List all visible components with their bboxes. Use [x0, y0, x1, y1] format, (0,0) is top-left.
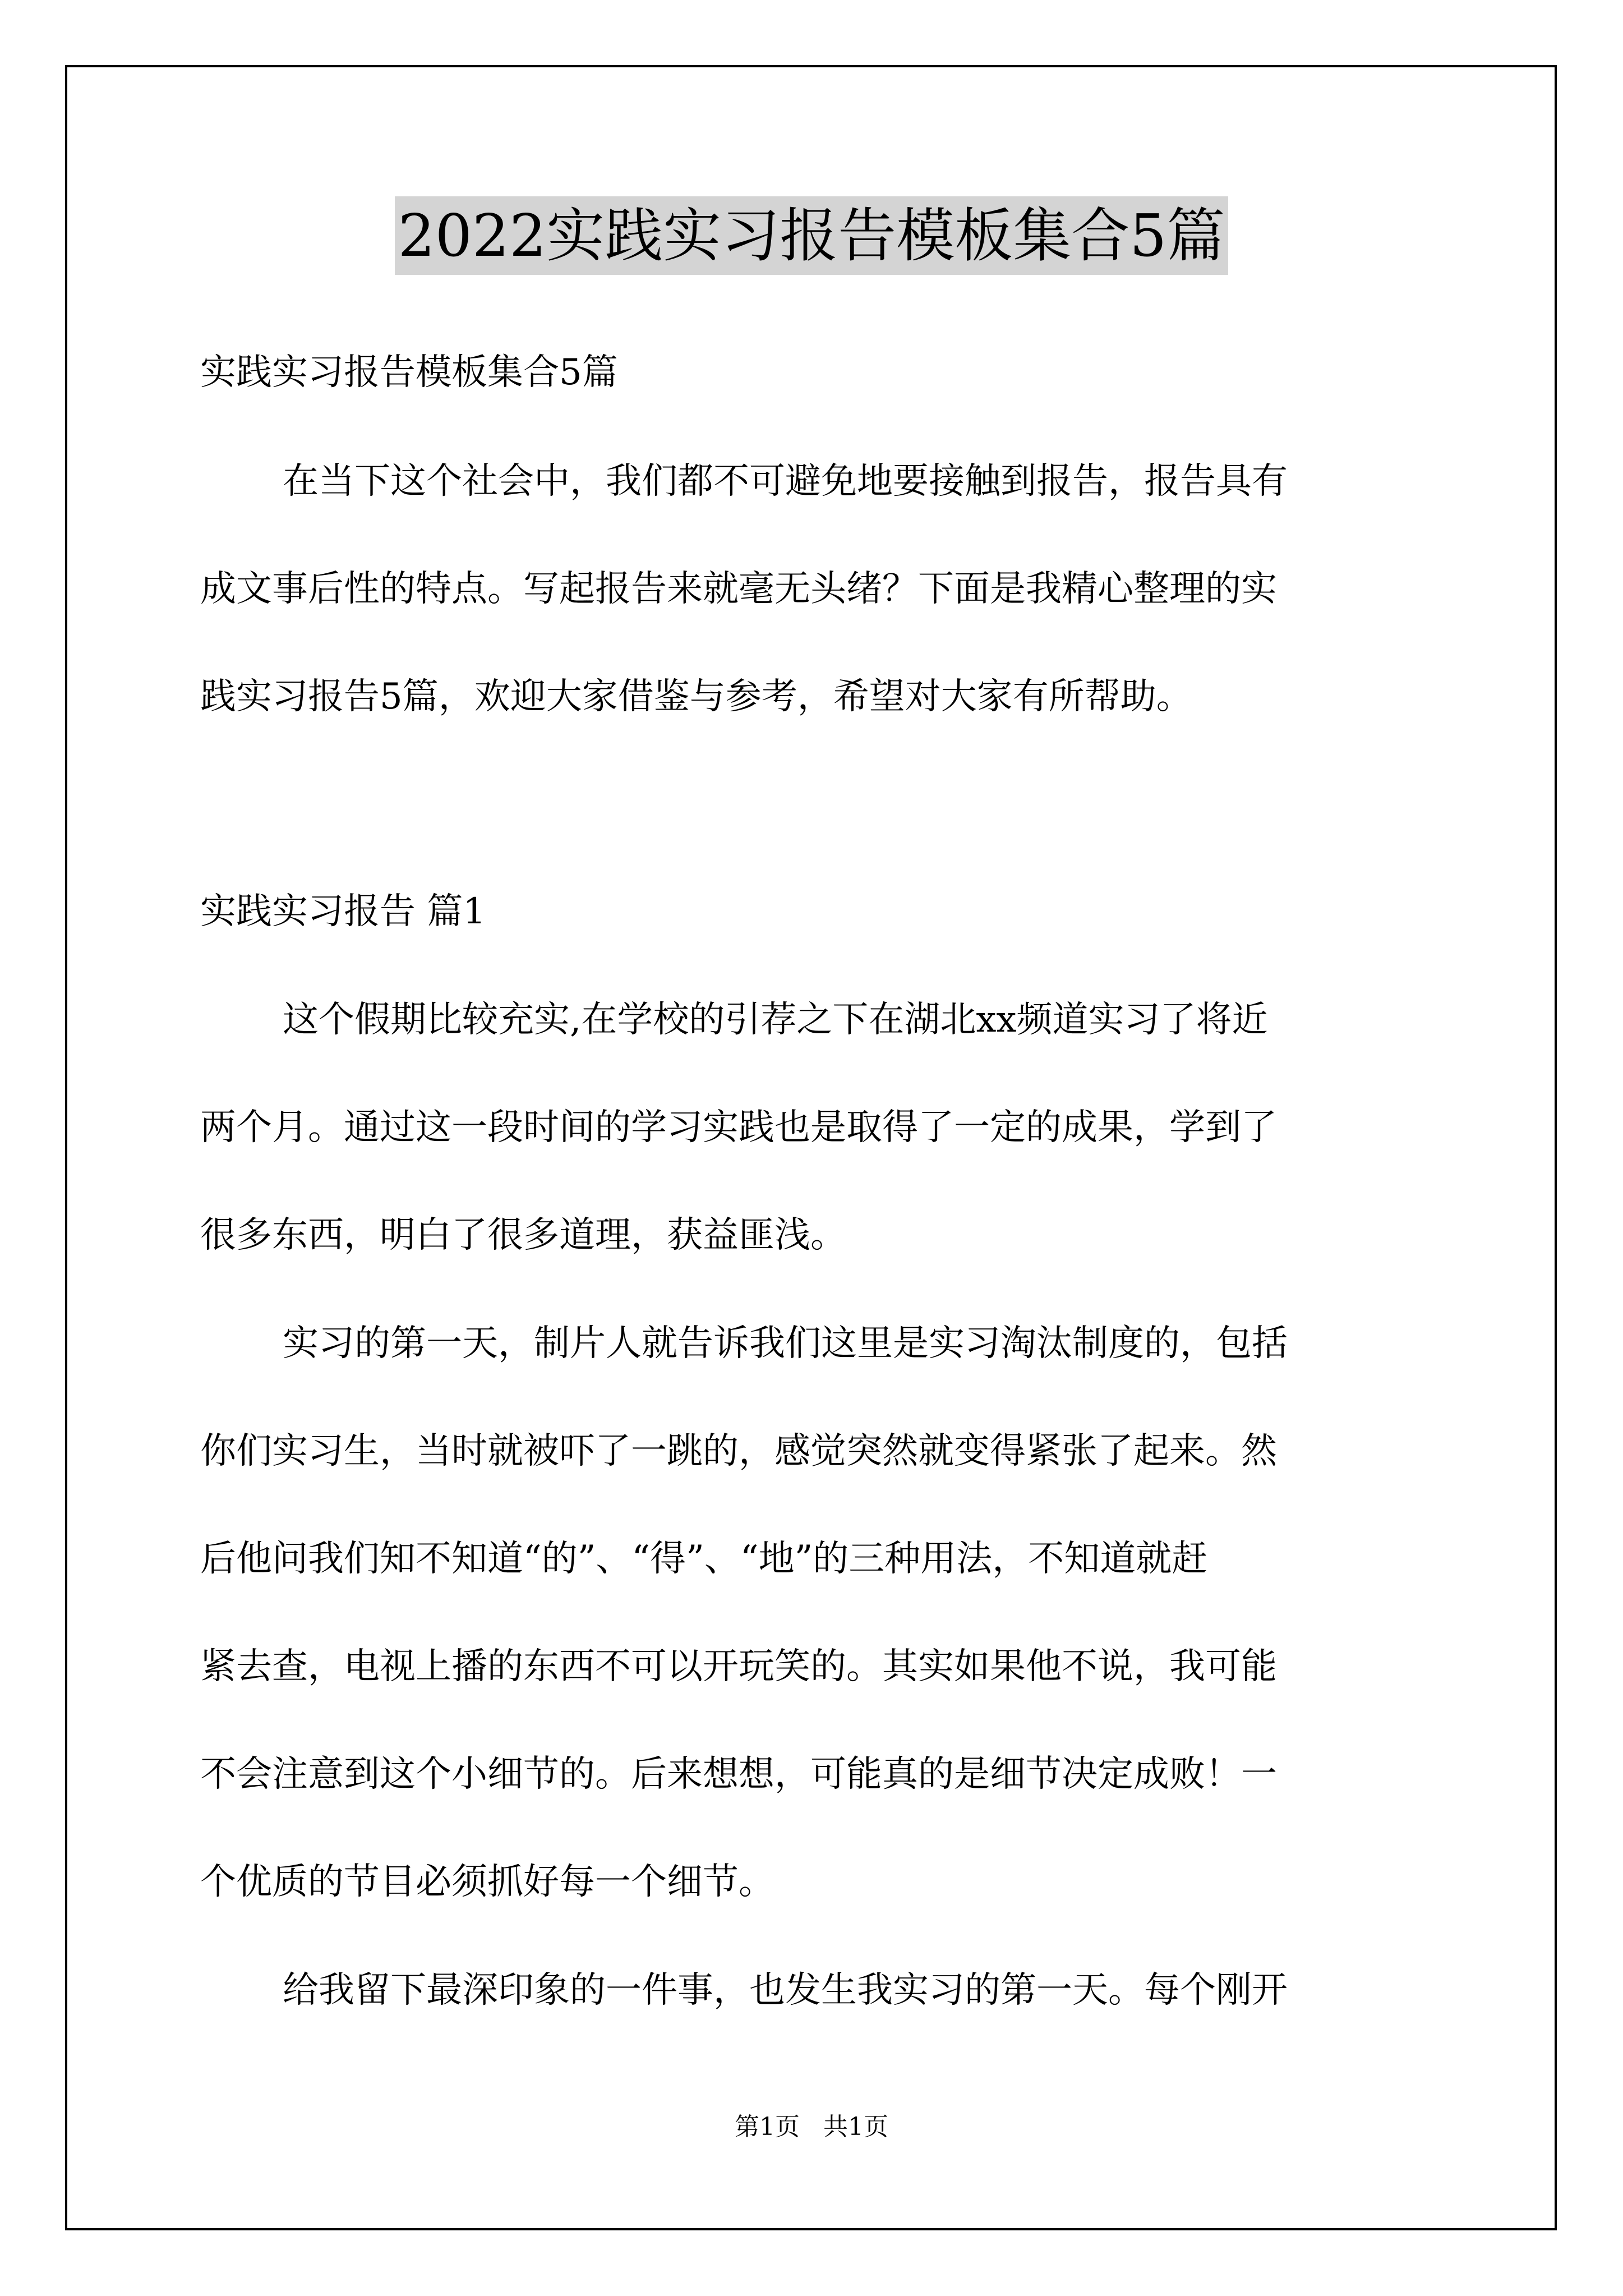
para2-line-2: 你们实习生，当时就被吓了一跳的，感觉突然就变得紧张了起来。然	[200, 1430, 1277, 1472]
page-number: 第1页 共1页	[735, 2113, 888, 2141]
para1-line-1: 这个假期比较充实,在学校的引荐之下在湖北xx频道实习了将近	[283, 999, 1268, 1041]
para1-line-2: 两个月。通过这一段时间的学习实践也是取得了一定的成果，学到了	[200, 1107, 1277, 1148]
intro-line-1: 在当下这个社会中，我们都不可避免地要接触到报告，报告具有	[283, 461, 1288, 502]
subtitle: 实践实习报告模板集合5篇	[200, 352, 618, 393]
para2-line-5: 不会注意到这个小细节的。后来想想，可能真的是细节决定成败！一	[200, 1754, 1277, 1795]
para1-line-3: 很多东西，明白了很多道理，获益匪浅。	[200, 1214, 846, 1256]
para3-line-1: 给我留下最深印象的一件事，也发生我实习的第一天。每个刚开	[283, 1970, 1288, 2011]
para2-line-4: 紧去查，电视上播的东西不可以开玩笑的。其实如果他不说，我可能	[200, 1646, 1277, 1687]
section-heading: 实践实习报告 篇1	[200, 891, 486, 932]
para2-line-6: 个优质的节目必须抓好每一个细节。	[200, 1861, 774, 1903]
intro-line-2: 成文事后性的特点。写起报告来就毫无头绪？下面是我精心整理的实	[200, 568, 1277, 610]
para2-line-3: 后他问我们知不知道“的”、“得”、“地”的三种用法，不知道就赶	[200, 1538, 1208, 1580]
intro-line-3: 践实习报告5篇，欢迎大家借鉴与参考，希望对大家有所帮助。	[200, 676, 1192, 717]
para2-line-1: 实习的第一天，制片人就告诉我们这里是实习淘汰制度的，包括	[283, 1323, 1288, 1364]
document-title: 2022实践实习报告模板集合5篇	[395, 196, 1229, 275]
title-row	[200, 196, 1423, 275]
